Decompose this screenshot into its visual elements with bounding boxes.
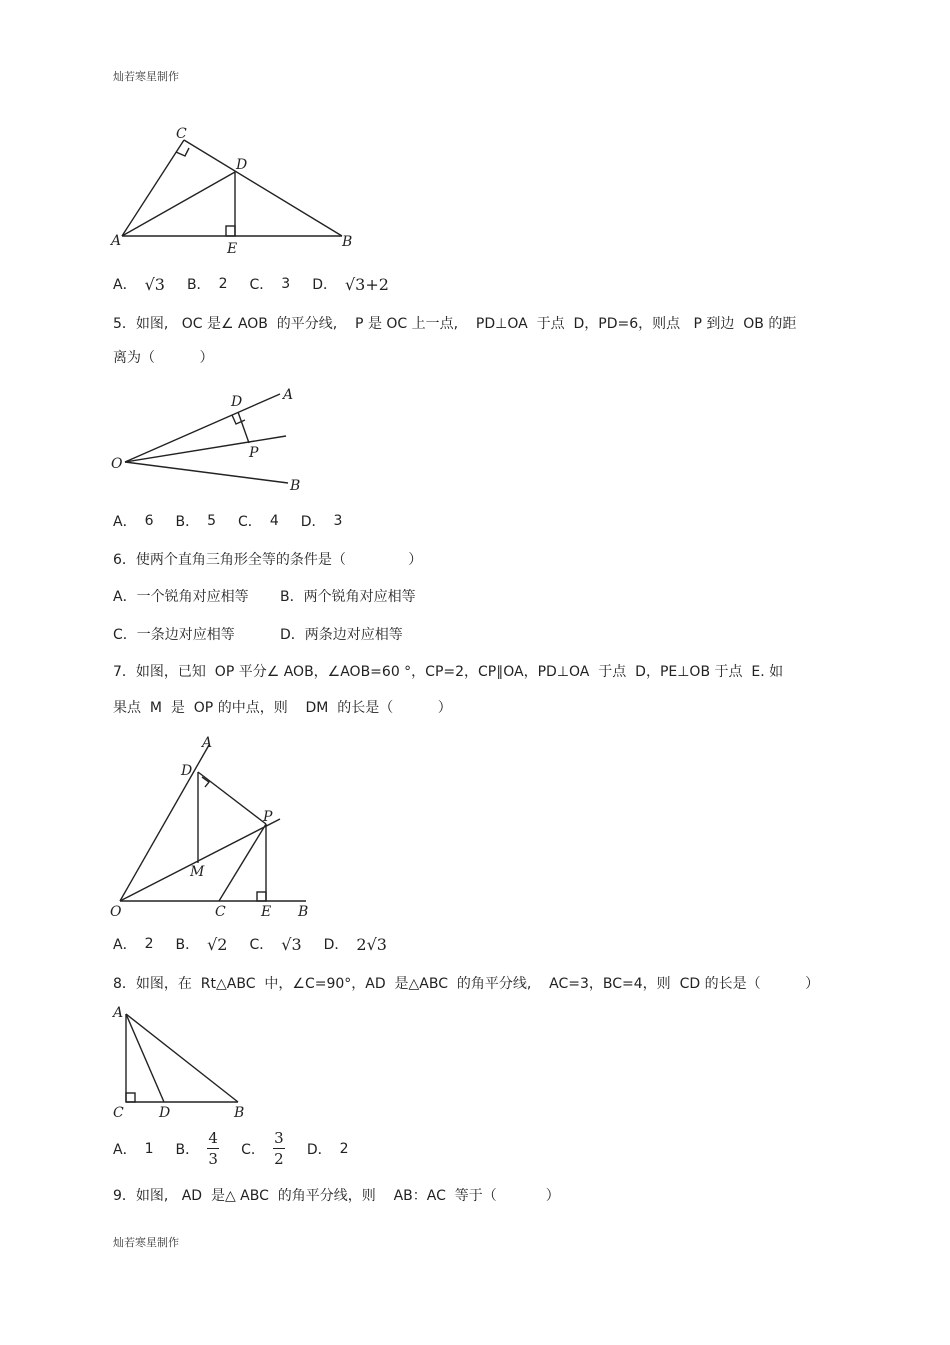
q7-label-b: B (298, 904, 309, 920)
q5-stem-line2: 离为（ ） (113, 350, 214, 366)
fraction: $\frac{3}{2}$ (274, 1129, 284, 1168)
q7-stem-line2: 果点 M 是 OP 的中点，则 DM 的长是（ ） (113, 700, 452, 716)
q7-label-e: E (261, 904, 272, 920)
q4-option-b[interactable]: B． 2 (186, 276, 228, 293)
q7-option-d[interactable]: D． 2√3 (323, 934, 387, 954)
page-header: 灿若寒星制作 (113, 70, 179, 83)
q5-label-d: D (231, 394, 243, 410)
q4-figure (110, 122, 360, 257)
q6-option-c[interactable]: C．一条边对应相等 (113, 627, 235, 643)
q8-label-a: A (113, 1005, 124, 1021)
q7-label-p: P (263, 809, 273, 825)
q4-label-b: B (342, 234, 353, 250)
q8-label-b: B (234, 1105, 245, 1121)
q6-option-a[interactable]: A．一个锐角对应相等 (113, 589, 249, 605)
q7-options (113, 934, 409, 954)
q6-option-d[interactable]: D．两条边对应相等 (280, 627, 403, 643)
q5-label-b: B (290, 478, 301, 494)
q4-option-c[interactable]: C． 3 (249, 276, 291, 293)
q5-option-a[interactable]: A． 6 (113, 513, 154, 530)
q4-option-a[interactable]: A． √3 (113, 274, 165, 294)
q7-option-b[interactable]: B． √2 (175, 934, 228, 954)
fraction: $\frac{4}{3}$ (208, 1129, 218, 1168)
q6-stem: 6．使两个直角三角形全等的条件是（ ） (113, 552, 423, 568)
q5-option-b[interactable]: B． 5 (175, 513, 217, 530)
q7-label-m: M (190, 864, 205, 880)
q5-label-o: O (111, 456, 123, 472)
q8-option-b[interactable]: B． $\frac{4}{3}$ (175, 1129, 218, 1168)
q8-option-d[interactable]: D． 2 (306, 1140, 349, 1158)
q4-label-e: E (227, 241, 238, 257)
q7-option-c[interactable]: C． √3 (249, 934, 302, 954)
q8-figure (110, 1004, 260, 1124)
q4-label-c: C (176, 126, 187, 142)
q8-option-a[interactable]: A． 1 (113, 1140, 154, 1158)
q5-stem-line1: 5．如图, OC 是∠ AOB 的平分线, P 是 OC 上一点, PD⊥OA 于点 D，PD=6，则点 P 到边 OB 的距 (113, 316, 797, 332)
q4-label-d: D (236, 157, 248, 173)
q4-label-a: A (111, 233, 122, 249)
q9-stem: 9．如图, AD 是△ ABC 的角平分线，则 AB：AC 等于（ ） (113, 1188, 560, 1204)
q4-option-d[interactable]: D． √3+2 (312, 274, 389, 294)
q4-options (113, 274, 411, 294)
q5-figure (110, 382, 310, 497)
q7-label-d: D (181, 763, 193, 779)
q5-label-a: A (283, 387, 294, 403)
q8-stem: 8．如图，在 Rt△ABC 中，∠C=90°，AD 是△ABC 的角平分线, AC=3，BC=4，则 CD 的长是（ ） (113, 976, 820, 992)
q8-option-c[interactable]: C． $\frac{3}{2}$ (241, 1129, 284, 1168)
q7-figure (108, 733, 318, 923)
q7-option-a[interactable]: A． 2 (113, 936, 154, 953)
q8-label-c: C (113, 1105, 124, 1121)
page-footer: 灿若寒星制作 (113, 1236, 179, 1249)
q7-label-c: C (215, 904, 226, 920)
q5-option-d[interactable]: D． 3 (300, 513, 343, 530)
q5-options (113, 511, 364, 531)
q8-options (113, 1130, 371, 1167)
q7-stem-line1: 7．如图，已知 OP 平分∠ AOB，∠AOB=60 °，CP=2，CP∥OA，PD⊥OA 于点 D，PE⊥OB 于点 E. 如 (113, 664, 784, 680)
q8-label-d: D (159, 1105, 171, 1121)
q7-label-a: A (202, 735, 213, 751)
q5-option-c[interactable]: C． 4 (238, 513, 279, 530)
q5-label-p: P (249, 445, 259, 461)
q6-option-b[interactable]: B．两个锐角对应相等 (280, 589, 416, 605)
q7-label-o: O (110, 904, 122, 920)
